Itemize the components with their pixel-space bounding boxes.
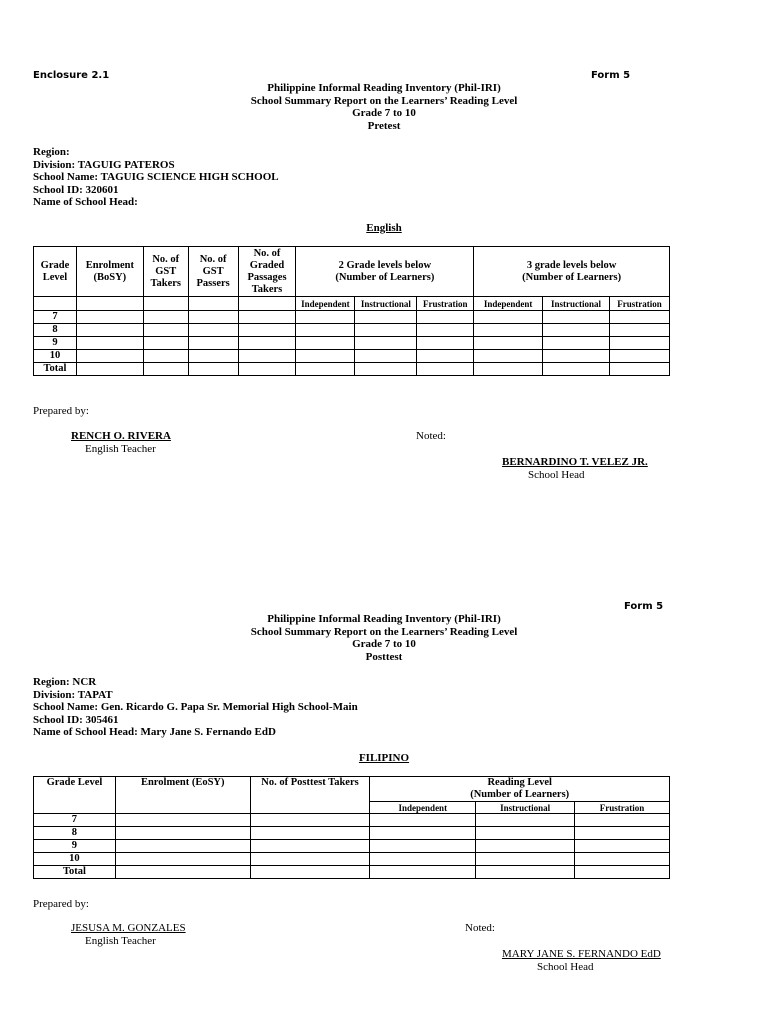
school-info [33, 676, 358, 739]
enclosure-label: Enclosure 2.1 [33, 70, 110, 81]
preparer-name: JESUSA M. GONZALES [71, 922, 186, 934]
noted-label: Noted: [416, 430, 446, 442]
subheader-independent: Independent [370, 802, 476, 814]
title-line: Grade 7 to 10 [352, 638, 416, 650]
noted-label: Noted: [465, 922, 495, 934]
school-info [33, 146, 279, 209]
division-line: Division: TAGUIG PATEROS [33, 158, 175, 171]
header-reading-level: Reading Level (Number of Learners) [370, 777, 670, 802]
school-head-role: School Head [537, 961, 594, 973]
prepared-by-label: Prepared by: [33, 405, 89, 417]
school-head-role: School Head [528, 469, 585, 481]
school-name-line: School Name: Gen. Ricardo G. Papa Sr. Memorial High School-Main [33, 701, 358, 713]
row-label: 7 [34, 311, 77, 324]
subheader-frustration: Frustration [575, 802, 670, 814]
subheader-frustration: Frustration [610, 297, 670, 311]
table-row [34, 814, 670, 827]
header-grade-level: Grade Level [34, 247, 77, 297]
posttest-summary-table [33, 776, 670, 879]
row-label: Total [34, 363, 77, 376]
preparer-name: RENCH O. RIVERA [71, 430, 171, 442]
row-label: 10 [34, 853, 116, 866]
subheader-frustration: Frustration [417, 297, 474, 311]
subheader-independent: Independent [474, 297, 543, 311]
report-title [0, 82, 768, 132]
region-line: Region: [33, 146, 70, 158]
region-line: Region: NCR [33, 676, 97, 688]
row-label: Total [34, 866, 116, 879]
preparer-role: English Teacher [85, 443, 156, 455]
subheader-instructional: Instructional [543, 297, 610, 311]
school-head-name: BERNARDINO T. VELEZ JR. [502, 456, 648, 468]
school-head-line: Name of School Head: [33, 196, 138, 208]
header-enrolment: Enrolment (BoSY) [76, 247, 143, 297]
prepared-by-label: Prepared by: [33, 898, 89, 910]
row-label: 8 [34, 324, 77, 337]
row-label: 9 [34, 337, 77, 350]
subject-heading: FILIPINO [358, 752, 410, 764]
subheader-instructional: Instructional [355, 297, 417, 311]
subject-heading: English [366, 222, 402, 234]
table-row [34, 853, 670, 866]
division-line: Division: TAPAT [33, 688, 113, 701]
row-label: 8 [34, 827, 116, 840]
school-head-name: MARY JANE S. FERNANDO EdD [502, 948, 661, 960]
title-line: Posttest [365, 650, 403, 663]
table-row [34, 840, 670, 853]
header-gst-takers: No. of GST Takers [143, 247, 188, 297]
title-line: Philippine Informal Reading Inventory (Phil-IRI) [267, 82, 501, 94]
title-line: Pretest [367, 119, 401, 132]
table-row [34, 324, 670, 337]
header-graded-passages: No. of Graded Passages Takers [238, 247, 296, 297]
header-posttest-takers: No. of Posttest Takers [250, 777, 370, 814]
form-label: Form 5 [591, 70, 631, 81]
form-label: Form 5 [624, 601, 664, 612]
table-row [34, 350, 670, 363]
title-line: School Summary Report on the Learners’ Reading Level [250, 94, 518, 107]
row-label: 7 [34, 814, 116, 827]
header-enrolment: Enrolment (EoSY) [115, 777, 250, 814]
table-row [34, 363, 670, 376]
header-three-grade-below: 3 grade levels below (Number of Learners) [474, 247, 670, 297]
table-row [34, 866, 670, 879]
title-line: Grade 7 to 10 [352, 107, 416, 119]
report-title [0, 613, 768, 663]
school-id-line: School ID: 320601 [33, 183, 119, 196]
school-head-line: Name of School Head: Mary Jane S. Fernando EdD [33, 726, 276, 738]
row-label: 10 [34, 350, 77, 363]
table-row [34, 311, 670, 324]
table-row [34, 827, 670, 840]
subheader-independent: Independent [296, 297, 355, 311]
preparer-role: English Teacher [85, 935, 156, 947]
school-id-line: School ID: 305461 [33, 713, 119, 726]
table-row [34, 337, 670, 350]
title-line: Philippine Informal Reading Inventory (Phil-IRI) [267, 613, 501, 625]
header-two-grade-below: 2 Grade levels below (Number of Learners) [296, 247, 474, 297]
row-label: 9 [34, 840, 116, 853]
header-grade-level: Grade Level [34, 777, 116, 814]
subheader-instructional: Instructional [476, 802, 575, 814]
school-name-line: School Name: TAGUIG SCIENCE HIGH SCHOOL [33, 171, 279, 183]
pretest-summary-table [33, 246, 670, 376]
header-gst-passers: No. of GST Passers [188, 247, 238, 297]
title-line: School Summary Report on the Learners’ Reading Level [250, 625, 518, 638]
